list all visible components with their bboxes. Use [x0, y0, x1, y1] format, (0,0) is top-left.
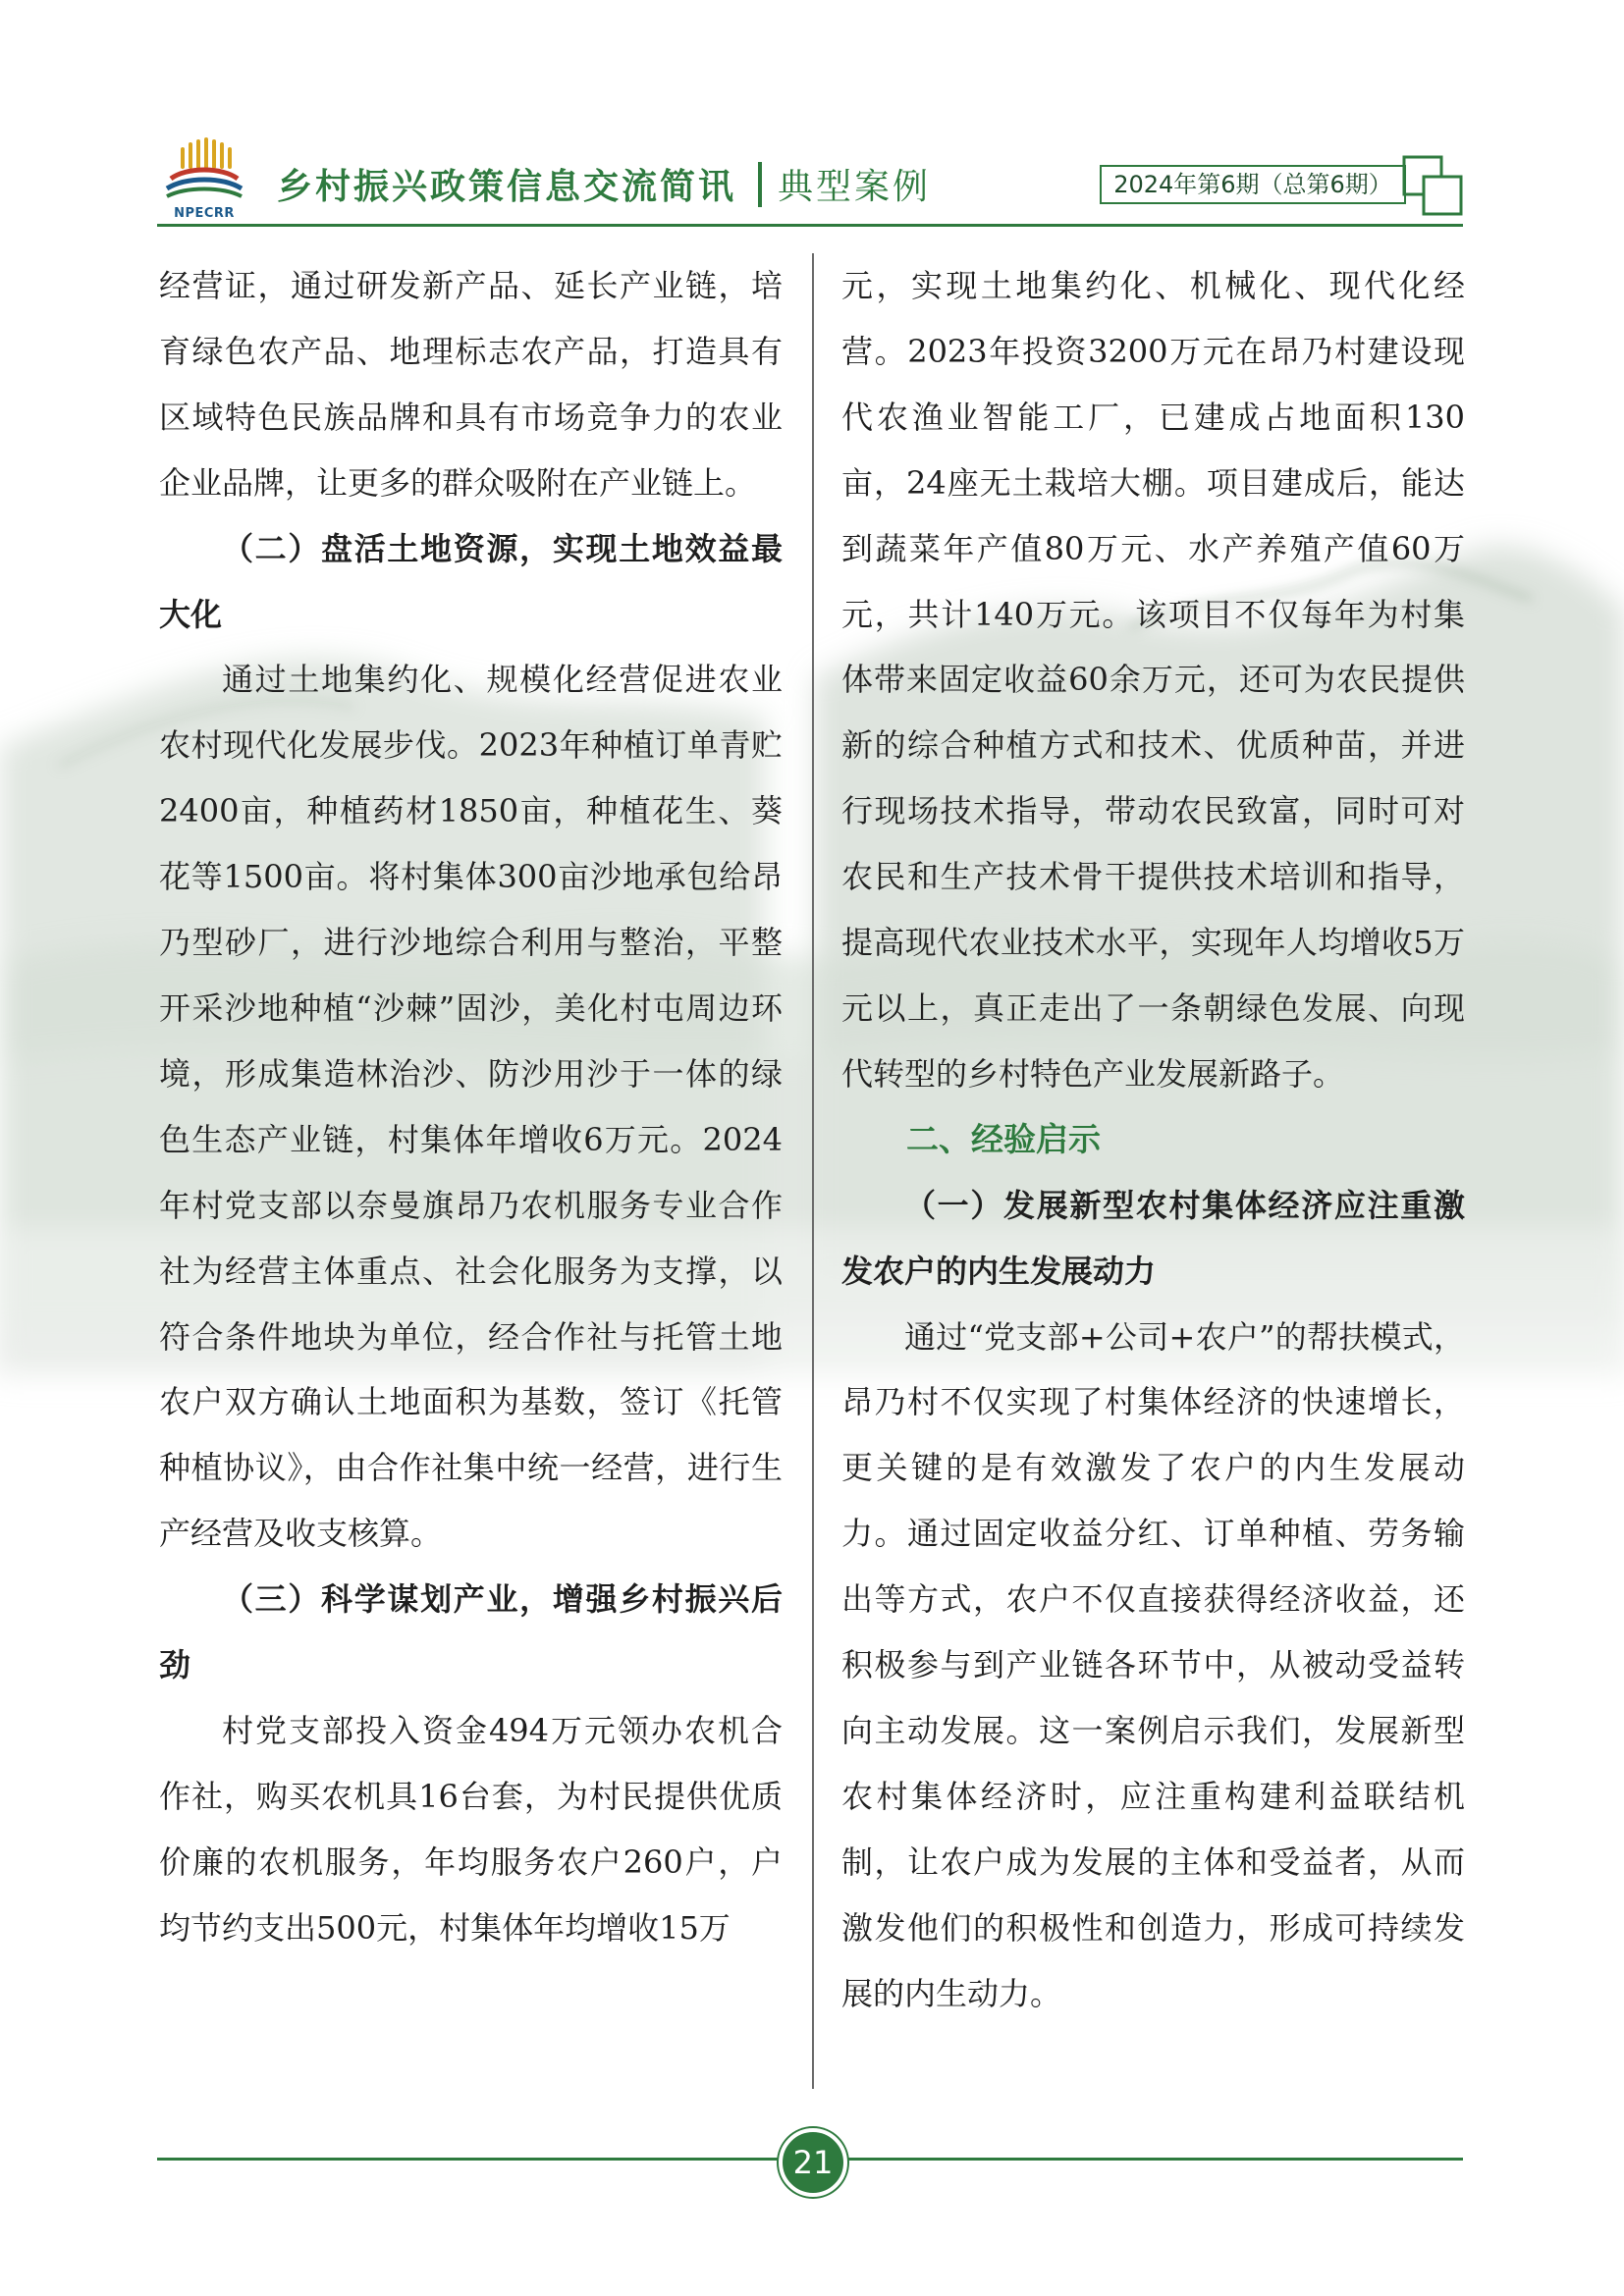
square-decoration-icon	[1400, 153, 1465, 218]
logo-wordmark: NPECRR	[174, 206, 235, 221]
section-heading: 二、经验启示	[906, 1119, 1101, 1158]
publication-title: 乡村振兴政策信息交流简讯	[277, 167, 737, 207]
subheading: （一）发展新型农村集体经济应注重激发农户的内生发展动力	[841, 1186, 1465, 1290]
subheading: （三）科学谋划产业，增强乡村振兴后劲	[159, 1580, 783, 1684]
paragraph: 经营证，通过研发新产品、延长产业链，培育绿色农产品、地理标志农产品，打造具有区域特色民族品牌和具有市场竞争力的农业企业品牌，让更多的群众吸附在产业链上。	[159, 267, 783, 502]
page-header	[157, 137, 1463, 226]
page-number: 21	[779, 2128, 847, 2197]
right-column	[841, 253, 1465, 2026]
paragraph: 通过土地集约化、规模化经营促进农业农村现代化发展步伐。2023年种植订单青贮2400亩，种植药材1850亩，种植花生、葵花等1500亩。将村集体300亩沙地承包给昂乃型砂厂，进行沙地综合利用与整治，平整开采沙地种植“沙棘”固沙，美化村屯周边环境，形成集造林治沙、防沙用沙于一体的绿色生态产业链，村集体年增收6万元。2024年村党支部以奈曼旗昂乃农机服务专业合作社为经营主体重点、社会化服务为支撑，以符合条件地块为单位，经合作社与托管土地农户双方确认土地面积为基数，签订《托管种植协议》，由合作社集中统一经营，进行生产经营及收支核算。	[159, 661, 783, 1553]
issue-label: 2024年第6期（总第6期）	[1100, 165, 1406, 204]
column-divider	[812, 253, 814, 2089]
title-divider	[758, 162, 762, 207]
paragraph: 村党支部投入资金494万元领办农机合作社，购买农机具16台套，为村民提供优质价廉的农机服务，年均服务农户260户，户均节约支出500元，村集体年均增收15万	[159, 1711, 783, 1947]
paragraph: 元，实现土地集约化、机械化、现代化经营。2023年投资3200万元在昂乃村建设现代农渔业智能工厂，已建成占地面积130亩，24座无土栽培大棚。项目建成后，能达到蔬菜年产值80万元、水产养殖产值60万元，共计140万元。该项目不仅每年为村集体带来固定收益60余万元，还可为农民提供新的综合种植方式和技术、优质种苗，并进行现场技术指导，带动农民致富，同时可对农民和生产技术骨干提供技术培训和指导，提高现代农业技术水平，实现年人均增收5万元以上，真正走出了一条朝绿色发展、向现代转型的乡村特色产业发展新路子。	[841, 267, 1465, 1093]
section-name: 典型案例	[778, 167, 932, 207]
left-column	[159, 253, 783, 1961]
subheading: （二）盘活土地资源，实现土地效益最大化	[159, 529, 783, 633]
paragraph: 通过“党支部+公司+农户”的帮扶模式，昂乃村不仅实现了村集体经济的快速增长，更关键的是有效激发了农户的内生发展动力。通过固定收益分红、订单种植、劳务输出等方式，农户不仅直接获得经济收益，还积极参与到产业链各环节中，从被动受益转向主动发展。这一案例启示我们，发展新型农村集体经济时，应注重构建利益联结机制，让农户成为发展的主体和受益者，从而激发他们的积极性和创造力，形成可持续发展的内生动力。	[841, 1317, 1465, 2012]
header-rule	[157, 224, 1463, 227]
